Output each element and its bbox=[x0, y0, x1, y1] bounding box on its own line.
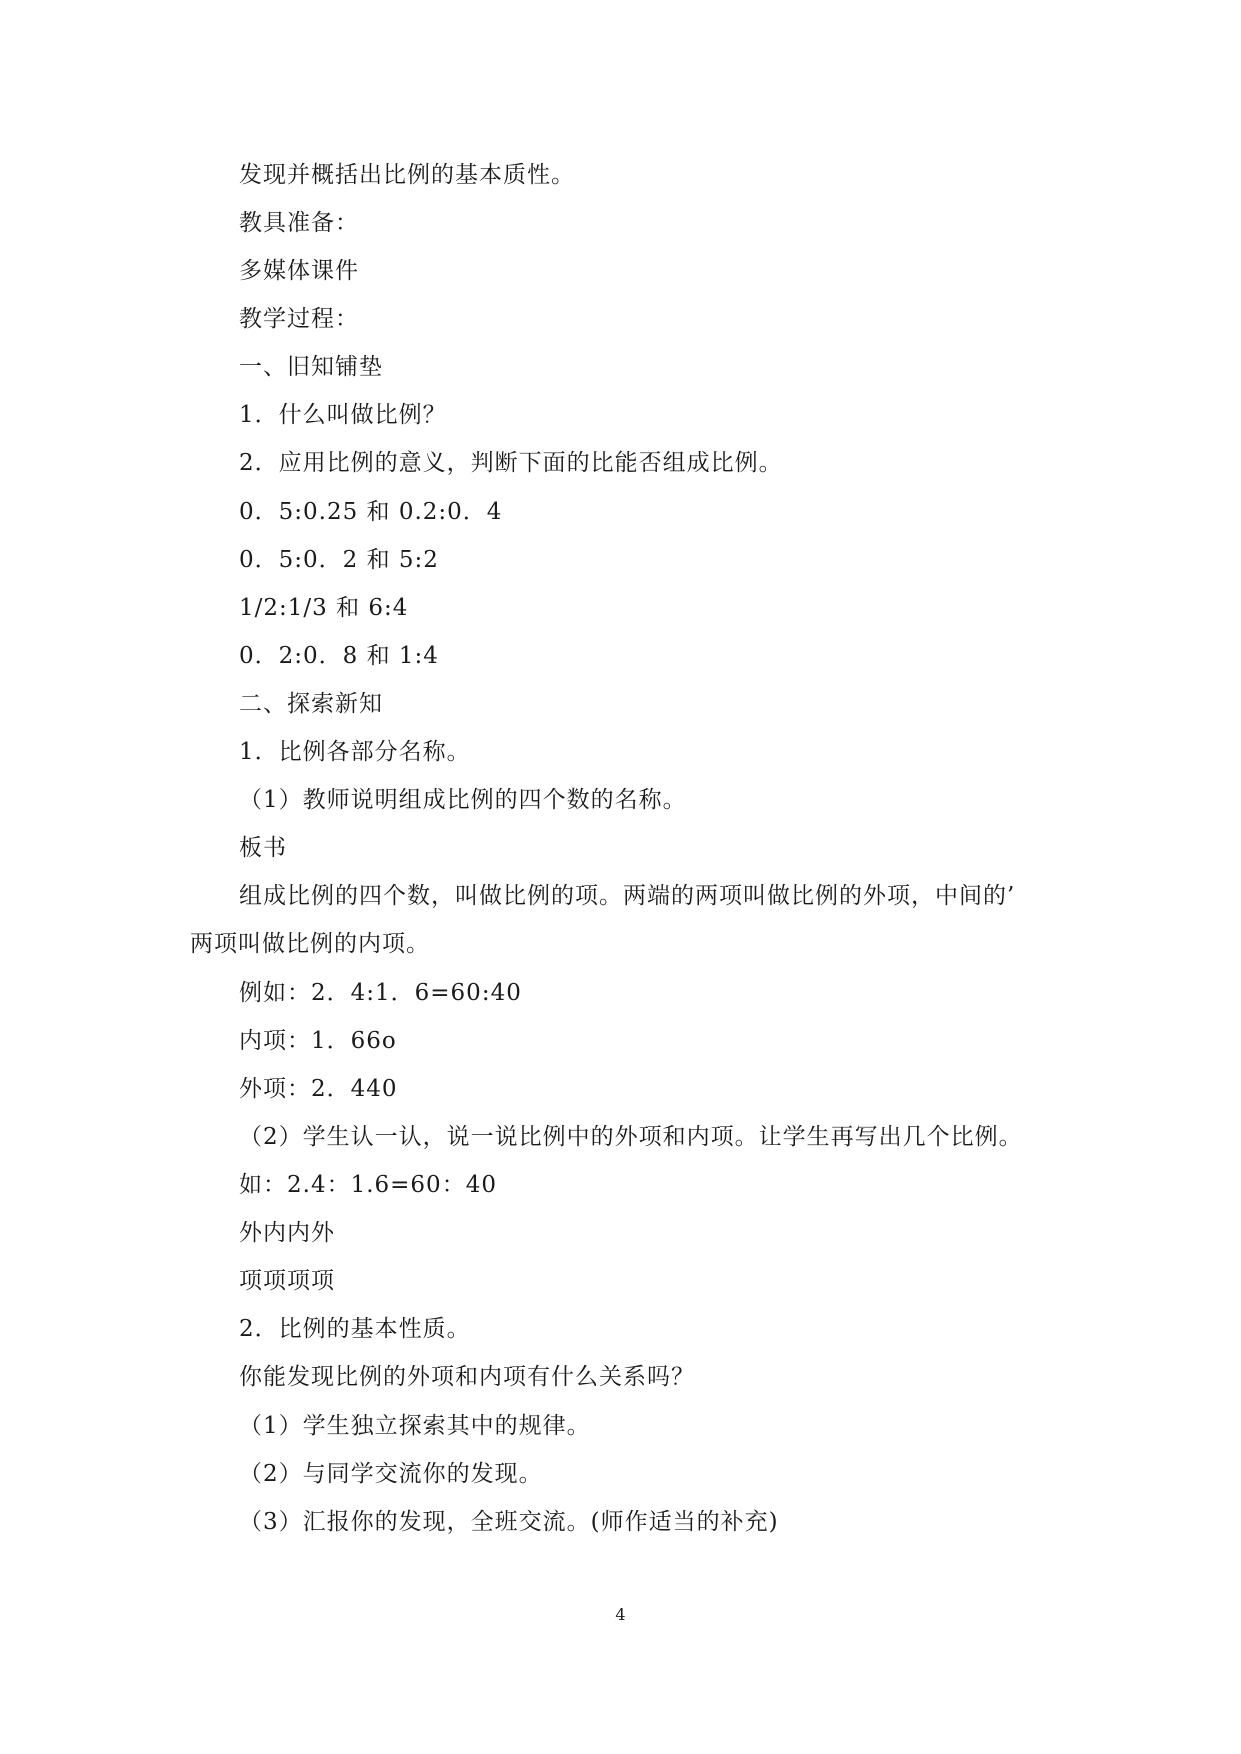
text-line: （2）学生认一认，说一说比例中的外项和内项。让学生再写出几个比例。 bbox=[239, 1124, 1023, 1150]
ratio-line: 0．2:0．8 和 1:4 bbox=[239, 643, 439, 669]
text-line: 例如：2．4:1．6=60:40 bbox=[239, 980, 522, 1006]
text-line: 1．什么叫做比例？ bbox=[239, 402, 447, 428]
page-number: 4 bbox=[615, 1605, 626, 1624]
text-line: 教具准备： bbox=[239, 210, 359, 236]
text-line: （3）汇报你的发现，全班交流。(师作适当的补充) bbox=[239, 1509, 779, 1535]
text-line: 2．应用比例的意义，判断下面的比能否组成比例。 bbox=[239, 450, 783, 476]
text-line: 2．比例的基本性质。 bbox=[239, 1316, 471, 1342]
text-line: 外项：2．440 bbox=[239, 1076, 398, 1102]
text-line: 板书 bbox=[239, 835, 287, 861]
ratio-line: 0．5:0．2 和 5:2 bbox=[239, 547, 439, 573]
section-heading: 一、旧知铺垫 bbox=[239, 354, 383, 380]
text-line: 组成比例的四个数，叫做比例的项。两端的两项叫做比例的外项，中间的’ bbox=[239, 883, 1016, 909]
text-line: 1．比例各部分名称。 bbox=[239, 739, 471, 765]
text-line: 多媒体课件 bbox=[239, 258, 359, 284]
text-line: 你能发现比例的外项和内项有什么关系吗？ bbox=[239, 1364, 695, 1390]
text-line: 内项：1．66o bbox=[239, 1028, 397, 1054]
text-line: （1）教师说明组成比例的四个数的名称。 bbox=[239, 787, 687, 813]
text-line: 教学过程： bbox=[239, 306, 359, 332]
text-line: 发现并概括出比例的基本质性。 bbox=[239, 162, 575, 188]
ratio-line: 1/2:1/3 和 6:4 bbox=[239, 595, 409, 621]
ratio-line: 0．5:0.25 和 0.2:0．4 bbox=[239, 499, 503, 525]
section-heading: 二、探索新知 bbox=[239, 691, 383, 717]
text-line: 外内内外 bbox=[239, 1220, 335, 1246]
text-line: （2）与同学交流你的发现。 bbox=[239, 1461, 543, 1487]
text-line: 如：2.4：1.6=60：40 bbox=[239, 1172, 497, 1198]
text-line: 项项项项 bbox=[239, 1268, 335, 1294]
text-line: （1）学生独立探索其中的规律。 bbox=[239, 1413, 591, 1439]
text-line: 两项叫做比例的内项。 bbox=[190, 931, 430, 957]
